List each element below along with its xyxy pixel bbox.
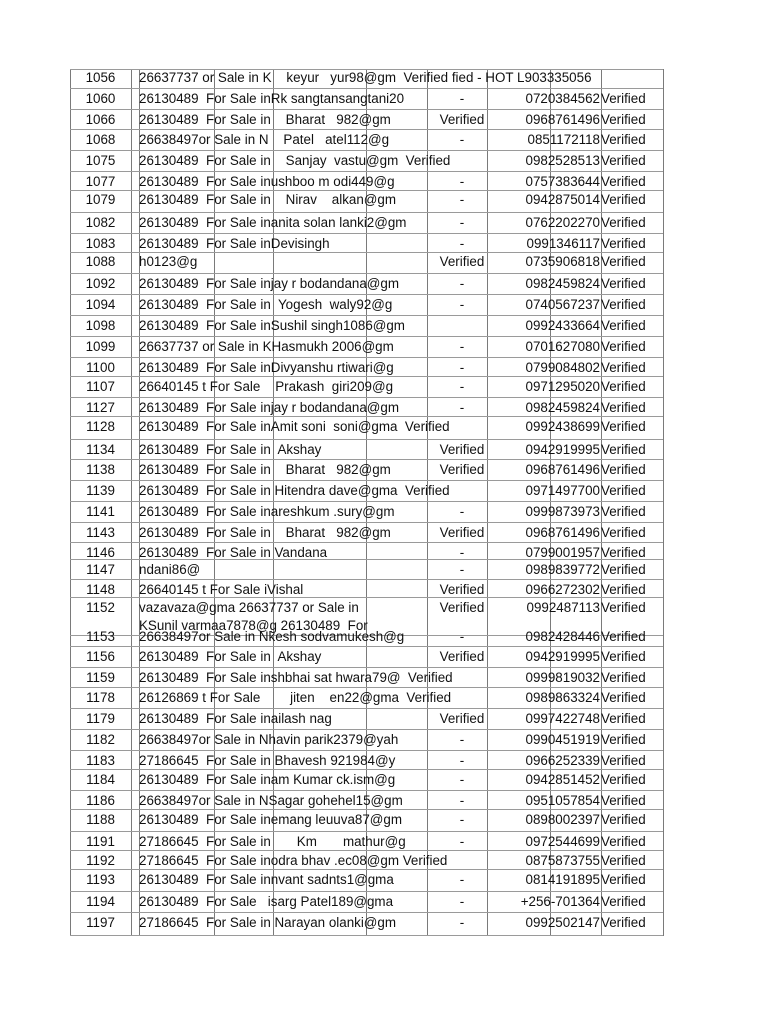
row-status-cell: Verified: [439, 649, 485, 664]
row-status-cell: -: [459, 339, 465, 354]
row-status-cell: [427, 418, 497, 436]
row-phone-cell: 0740567237: [525, 297, 600, 312]
row-verified-cell: Verified: [601, 360, 646, 375]
grid-row-line: [70, 294, 663, 295]
row-id-cell: 1083: [85, 236, 116, 251]
row-verified-cell: Verified: [601, 379, 646, 394]
row-id-cell: 1182: [86, 732, 115, 747]
row-id-cell: 1188: [86, 812, 115, 827]
row-phone-cell: 0992433664: [525, 318, 600, 333]
row-verified-cell: Verified: [601, 853, 646, 868]
row-status-cell: -: [459, 360, 465, 375]
row-phone-cell: 0762202270: [525, 215, 600, 230]
row-phone-cell: 0997422748: [525, 711, 600, 726]
row-phone-cell: [488, 69, 600, 87]
row-id-cell: 1056: [85, 70, 116, 85]
grid-row-line: [70, 315, 663, 316]
row-status-cell: -: [459, 834, 465, 849]
row-status-cell: [427, 69, 497, 87]
row-phone-cell: 0735906818: [525, 254, 600, 269]
row-description-cell: 26130489 For Sale in Akshay: [139, 649, 322, 664]
row-verified-cell: Verified: [601, 442, 646, 457]
row-status-cell: Verified: [439, 525, 485, 540]
row-id-cell: 1192: [86, 853, 115, 868]
row-phone-cell: 0942851452: [525, 772, 600, 787]
row-id-cell: 1191: [86, 834, 115, 849]
row-phone-cell: 0799084802: [525, 360, 600, 375]
spreadsheet-table: [70, 69, 663, 936]
row-phone-cell: 0982459824: [525, 400, 600, 415]
row-id-cell: 1079: [85, 192, 116, 207]
grid-row-line: [70, 336, 663, 337]
row-status-cell: -: [459, 297, 465, 312]
row-description-cell: 27186645 For Sale in Km mathur@g: [139, 834, 406, 849]
row-status-cell: -: [459, 504, 465, 519]
row-description-cell: 26130489 For Sale in Nirav alkan@gm: [139, 192, 396, 207]
row-id-cell: 1127: [86, 400, 115, 415]
row-id-cell: 1193: [86, 872, 115, 887]
row-id-cell: 1099: [85, 339, 116, 354]
row-id-cell: 1179: [86, 711, 115, 726]
row-verified-cell: Verified: [601, 112, 646, 127]
row-phone-cell: 0982459824: [525, 276, 600, 291]
row-id-cell: 1152: [86, 600, 115, 615]
row-description-cell: 26130489 For Sale inDevisingh: [139, 236, 330, 251]
row-description-cell: 26126869 t For Sale jiten en22@gma Verified: [139, 690, 452, 705]
grid-row-line: [70, 912, 663, 913]
row-phone-cell: 0757383644: [525, 174, 600, 189]
row-status-cell: -: [459, 215, 465, 230]
row-id-cell: 1075: [85, 153, 116, 168]
row-description-cell: 26130489 For Sale injay r bodandana@gm: [139, 400, 400, 415]
grid-row-line: [70, 729, 663, 730]
grid-row-line: [70, 790, 663, 791]
row-phone-cell: 0898002397: [525, 812, 600, 827]
grid-row-line: [70, 109, 663, 110]
row-description-cell: 26130489 For Sale inAmit soni soni@gma Verified: [139, 419, 450, 434]
row-verified-cell: Verified: [601, 600, 646, 615]
row-verified-cell: Verified: [601, 772, 646, 787]
row-description-cell: 26130489 For Sale in Akshay: [139, 442, 322, 457]
row-verified-cell: Verified: [601, 132, 646, 147]
grid-row-line: [70, 357, 663, 358]
row-phone-cell: 0701627080: [525, 339, 600, 354]
row-phone-cell: 0972544699: [525, 834, 600, 849]
row-phone-cell: 0971295020: [525, 379, 600, 394]
grid-row-line: [70, 646, 663, 647]
row-verified-cell: Verified: [601, 297, 646, 312]
row-description-cell: 27186645 For Sale in Narayan olanki@gm: [139, 915, 397, 930]
row-id-cell: 1147: [86, 562, 115, 577]
grid-row-line: [70, 750, 663, 751]
row-phone-cell: 0989839772: [525, 562, 600, 577]
row-verified-cell: Verified: [601, 419, 646, 434]
grid-row-line: [70, 233, 663, 234]
row-phone-cell: 0992502147: [525, 915, 600, 930]
row-description-cell: ndani86@: [139, 562, 201, 577]
row-verified-cell: Verified: [601, 894, 646, 909]
row-id-cell: 1194: [86, 894, 115, 909]
row-description-cell: 26638497or Sale in Nhavin parik2379@yah: [139, 732, 399, 747]
row-description-cell: 27186645 For Sale inodra bhav .ec08@gm Verified: [139, 853, 448, 868]
grid-column-line: [663, 69, 664, 936]
row-id-cell: 1139: [86, 483, 115, 498]
row-id-cell: 1153: [86, 629, 115, 644]
row-id-cell: 1066: [85, 112, 116, 127]
row-status-cell: -: [459, 872, 465, 887]
row-phone-cell: 0991346117: [526, 236, 600, 251]
grid-row-line: [70, 831, 663, 832]
grid-row-line: [70, 439, 663, 440]
row-status-cell: Verified: [439, 442, 485, 457]
row-description-cell: 26640145 t For Sale Prakash giri209@g: [139, 379, 394, 394]
row-description-cell: 26637737 or Sale in KHasmukh 2006@gm: [139, 339, 394, 354]
row-verified-cell: Verified: [601, 236, 646, 251]
row-verified-cell: Verified: [601, 812, 646, 827]
row-verified-cell: Verified: [601, 318, 646, 333]
row-description-cell: 26638497or Sale in N Patel atel112@g: [139, 132, 390, 147]
row-description-cell: 26130489 For Sale inSushil singh1086@gm: [139, 318, 405, 333]
row-status-cell: -: [459, 753, 465, 768]
row-verified-cell: Verified: [601, 562, 646, 577]
row-phone-cell: 0799001957: [525, 545, 600, 560]
grid-row-line: [70, 501, 663, 502]
row-description-cell: 26130489 For Sale inam Kumar ck.ism@g: [139, 772, 396, 787]
row-description-cell: 26130489 For Sale inailash nag: [139, 711, 332, 726]
row-description-cell: 26130489 For Sale inRk sangtansangtani20: [139, 91, 405, 106]
row-verified-cell: Verified: [601, 462, 646, 477]
row-description-cell: 26130489 For Sale inanita solan lanki2@gm: [139, 215, 407, 230]
row-id-cell: 1134: [86, 442, 115, 457]
row-id-cell: 1186: [86, 793, 115, 808]
row-phone-cell: 0720384562: [525, 91, 600, 106]
grid-row-line: [70, 129, 663, 130]
row-phone-cell: 0942919995: [525, 442, 600, 457]
row-phone-cell: 0971497700: [525, 483, 600, 498]
row-description-cell: 26130489 For Sale in Bharat 982@gm: [139, 112, 391, 127]
row-verified-cell: Verified: [601, 629, 646, 644]
row-verified-cell: Verified: [601, 192, 646, 207]
row-id-cell: 1146: [86, 545, 115, 560]
row-status-cell: Verified: [439, 112, 485, 127]
row-description-cell: 26638497or Sale in NSagar gohehel15@gm: [139, 793, 403, 808]
grid-row-line: [70, 891, 663, 892]
row-id-cell: 1092: [85, 276, 116, 291]
row-phone-cell: 0992438699: [525, 419, 600, 434]
row-status-cell: -: [459, 793, 465, 808]
row-status-cell: -: [459, 236, 465, 251]
row-description-cell: KSunil varmaa7878@g 26130489 For: [139, 618, 368, 633]
row-id-cell: 1156: [86, 649, 115, 664]
row-description-cell: 26130489 For Sale isarg Patel189@gma: [139, 894, 394, 909]
row-description-cell: 26640145 t For Sale iVishal: [139, 582, 304, 597]
row-status-cell: -: [459, 915, 465, 930]
row-phone-cell: 0999819032: [525, 670, 600, 685]
row-verified-cell: Verified: [601, 670, 646, 685]
row-verified-cell: Verified: [601, 711, 646, 726]
row-status-cell: [427, 152, 497, 170]
row-phone-cell: 0851172118: [527, 132, 600, 147]
row-id-cell: 1138: [86, 462, 115, 477]
row-verified-cell: Verified: [601, 276, 646, 291]
row-phone-cell: 0990451919: [525, 732, 600, 747]
row-phone-cell: 0999873973: [525, 504, 600, 519]
row-id-cell: 1159: [86, 670, 115, 685]
row-status-cell: Verified: [439, 600, 485, 615]
row-verified-cell: Verified: [601, 91, 646, 106]
row-description-cell: 26130489 For Sale inareshkum .sury@gm: [139, 504, 395, 519]
row-status-cell: -: [459, 812, 465, 827]
row-phone-cell: 0966252339: [525, 753, 600, 768]
row-status-cell: -: [459, 192, 465, 207]
row-description-cell: h0123@g: [139, 254, 198, 269]
row-status-cell: Verified: [439, 254, 485, 269]
grid-row-line: [70, 687, 663, 688]
row-status-cell: -: [459, 379, 465, 394]
row-status-cell: -: [459, 132, 465, 147]
row-phone-cell: 0875873755: [525, 853, 600, 868]
row-id-cell: 1100: [86, 360, 115, 375]
row-verified-cell: Verified: [601, 504, 646, 519]
row-phone-cell: 0982528513: [525, 153, 600, 168]
row-verified-cell: Verified: [601, 690, 646, 705]
row-verified-cell: Verified: [601, 215, 646, 230]
row-id-cell: 1098: [85, 318, 116, 333]
row-status-cell: -: [459, 91, 465, 106]
row-id-cell: 1060: [85, 91, 116, 106]
row-phone-cell: 0966272302: [525, 582, 600, 597]
row-description-cell: 26130489 For Sale in Bharat 982@gm: [139, 462, 391, 477]
row-verified-cell: Verified: [601, 793, 646, 808]
grid-row-line: [70, 88, 663, 89]
row-phone-cell: 0968761496: [525, 525, 600, 540]
row-description-cell: 26130489 For Sale in Bharat 982@gm: [139, 525, 391, 540]
row-id-cell: 1197: [86, 915, 115, 930]
row-description-cell: 26638497or Sale in Nkesh sodvamukesh@g: [139, 629, 405, 644]
row-description-cell: 26130489 For Sale in Yogesh waly92@g: [139, 297, 393, 312]
grid-row-line: [70, 935, 663, 936]
row-status-cell: [427, 317, 497, 335]
row-status-cell: -: [459, 894, 465, 909]
grid-row-line: [70, 480, 663, 481]
row-verified-cell: Verified: [601, 753, 646, 768]
row-status-cell: Verified: [439, 711, 485, 726]
row-phone-cell: 0968761496: [525, 112, 600, 127]
grid-row-line: [70, 542, 663, 543]
row-id-cell: 1148: [86, 582, 115, 597]
row-status-cell: -: [459, 772, 465, 787]
row-phone-cell: 0942919995: [525, 649, 600, 664]
row-description-cell: 26130489 For Sale innvant sadnts1@gma: [139, 872, 394, 887]
grid-row-line: [70, 667, 663, 668]
row-description-cell: vazavaza@gma 26637737 or Sale in: [139, 600, 359, 615]
row-id-cell: 1068: [85, 132, 116, 147]
row-phone-cell: 0814191895: [525, 872, 600, 887]
row-status-cell: -: [459, 174, 465, 189]
row-verified-cell: Verified: [601, 834, 646, 849]
row-phone-cell: 0992487113: [526, 600, 600, 615]
row-status-cell: [427, 689, 497, 707]
row-verified-cell: Verified: [601, 254, 646, 269]
row-description-cell: 26130489 For Sale inDivyanshu rtiwari@g: [139, 360, 394, 375]
row-verified-cell: Verified: [601, 649, 646, 664]
row-phone-cell: 0989863324: [525, 690, 600, 705]
grid-row-line: [70, 397, 663, 398]
grid-row-line: [70, 522, 663, 523]
grid-row-line: [70, 579, 663, 580]
row-status-cell: -: [459, 400, 465, 415]
row-phone-cell: 0951057854: [525, 793, 600, 808]
row-verified-cell: Verified: [601, 582, 646, 597]
row-id-cell: 1077: [85, 174, 116, 189]
row-description-cell: 26130489 For Sale in Sanjay vastu@gm Verified: [139, 153, 451, 168]
row-description-cell: 27186645 For Sale in Bhavesh 921984@y: [139, 753, 396, 768]
row-id-cell: 1183: [86, 753, 115, 768]
row-description-cell: 26130489 For Sale inshbhai sat hwara79@ Verified: [139, 670, 453, 685]
row-verified-cell: Verified: [601, 915, 646, 930]
row-description-cell: 26130489 For Sale in Vandana: [139, 545, 328, 560]
row-verified-cell: Verified: [601, 339, 646, 354]
row-verified-cell: Verified: [601, 400, 646, 415]
row-status-cell: Verified: [439, 582, 485, 597]
row-id-cell: 1184: [86, 772, 115, 787]
row-id-cell: 1088: [85, 254, 116, 269]
row-status-cell: Verified: [439, 462, 485, 477]
row-description-cell: 26130489 For Sale inushboo m odi449@g: [139, 174, 395, 189]
row-verified-cell: Verified: [601, 545, 646, 560]
row-id-cell: 1082: [85, 215, 116, 230]
row-verified-cell: Verified: [601, 174, 646, 189]
row-phone-cell: 0982428446: [525, 629, 600, 644]
row-status-cell: -: [459, 545, 465, 560]
grid-row-line: [70, 171, 663, 172]
row-verified-cell: Verified: [601, 525, 646, 540]
grid-column-line: [131, 69, 132, 936]
grid-row-line: [70, 708, 663, 709]
row-description-cell: 26637737 or Sale in K keyur yur98@gm Verified fied - HOT L903335056: [139, 70, 592, 85]
row-phone-cell: 0942875014: [525, 192, 600, 207]
row-status-cell: -: [459, 562, 465, 577]
row-status-cell: [427, 669, 497, 687]
row-verified-cell: Verified: [601, 153, 646, 168]
grid-row-line: [70, 212, 663, 213]
grid-row-line: [70, 150, 663, 151]
row-id-cell: 1107: [86, 379, 115, 394]
row-status-cell: -: [459, 629, 465, 644]
row-phone-cell: 0968761496: [525, 462, 600, 477]
row-status-cell: -: [459, 732, 465, 747]
row-description-cell: 26130489 For Sale injay r bodandana@gm: [139, 276, 400, 291]
row-status-cell: [427, 482, 497, 500]
row-verified-cell: Verified: [601, 483, 646, 498]
row-id-cell: 1141: [86, 504, 115, 519]
row-id-cell: 1128: [86, 419, 115, 434]
grid-row-line: [70, 273, 663, 274]
grid-row-line: [70, 459, 663, 460]
row-verified-cell: Verified: [601, 872, 646, 887]
row-phone-cell: +256-701364: [520, 894, 600, 909]
row-status-cell: [427, 852, 497, 870]
row-id-cell: 1143: [86, 525, 115, 540]
row-status-cell: -: [459, 276, 465, 291]
row-id-cell: 1178: [86, 690, 115, 705]
row-id-cell: 1094: [85, 297, 116, 312]
row-verified-cell: Verified: [601, 732, 646, 747]
row-description-cell: 26130489 For Sale in Hitendra dave@gma Verified: [139, 483, 450, 498]
row-description-cell: 26130489 For Sale inemang leuuva87@gm: [139, 812, 402, 827]
